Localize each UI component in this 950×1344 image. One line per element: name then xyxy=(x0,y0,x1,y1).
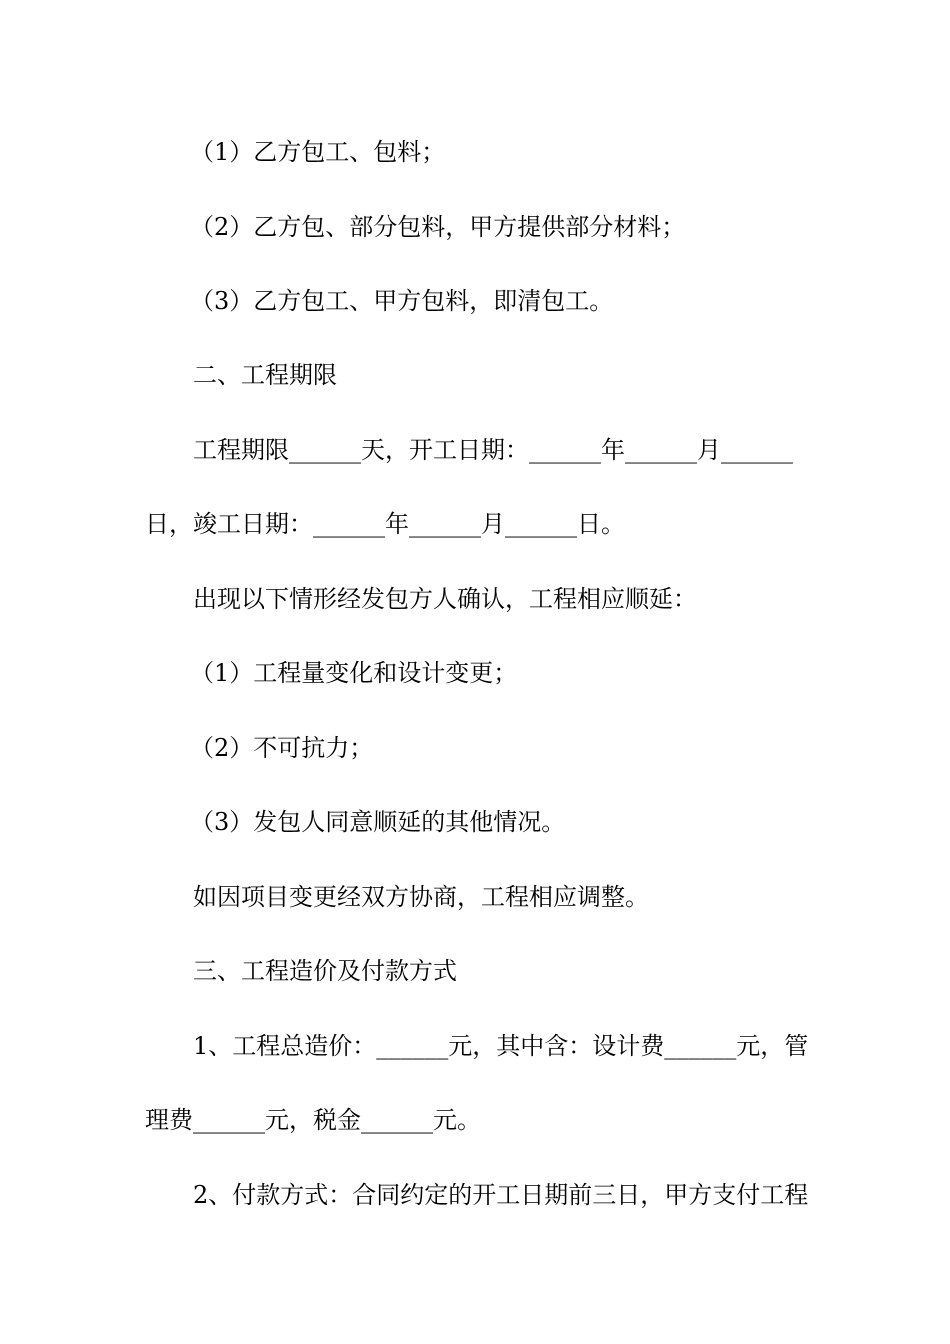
change-adjustment-paragraph: 如因项目变更经双方协商，工程相应调整。 xyxy=(193,883,649,911)
duration-paragraph-line-2: 日，竣工日期：______年______月______日。 xyxy=(145,510,625,538)
total-cost-paragraph-line-1: 1、工程总造价：______元，其中含：设计费______元，管 xyxy=(193,1032,809,1060)
material-option-1: （1）乙方包工、包料； xyxy=(190,138,446,166)
material-option-2: （2）乙方包、部分包料，甲方提供部分材料； xyxy=(190,213,686,241)
section-heading-duration: 二、工程期限 xyxy=(193,361,337,389)
extension-item-1: （1）工程量变化和设计变更； xyxy=(190,659,518,687)
duration-paragraph-line-1: 工程期限______天，开工日期：______年______月______ xyxy=(193,436,793,464)
extension-intro: 出现以下情形经发包方人确认，工程相应顺延： xyxy=(193,585,697,613)
extension-item-3: （3）发包人同意顺延的其他情况。 xyxy=(190,808,566,836)
section-heading-cost-payment: 三、工程造价及付款方式 xyxy=(193,957,457,985)
payment-method-paragraph: 2、付款方式：合同约定的开工日期前三日，甲方支付工程 xyxy=(193,1181,809,1209)
total-cost-paragraph-line-2: 理费______元，税金______元。 xyxy=(145,1106,481,1134)
extension-item-2: （2）不可抗力； xyxy=(190,734,374,762)
material-option-3: （3）乙方包工、甲方包料，即清包工。 xyxy=(190,287,614,315)
